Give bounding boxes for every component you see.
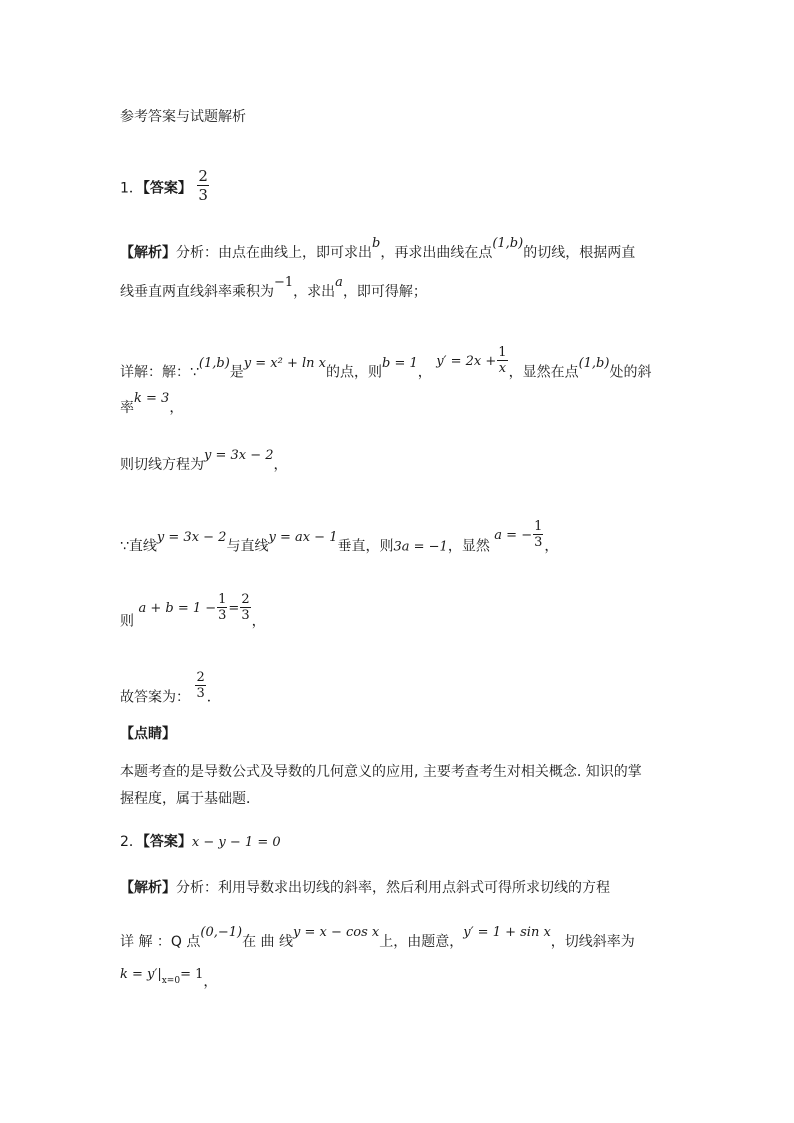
detail-text-a: 详解：解：∵ <box>120 364 199 381</box>
q2-detail-text-d: ，切线斜率为 <box>550 934 635 950</box>
detail-point: (1,b) <box>198 355 230 371</box>
perp-text-b: 与直线 <box>226 538 269 555</box>
q1-answer-num: 2 <box>198 167 208 185</box>
final-fraction <box>195 670 205 701</box>
curve-equation: y = x² + ln x <box>243 355 326 371</box>
q2-answer-equation: x − y − 1 = 0 <box>191 835 281 850</box>
q1-answer-fraction <box>197 167 209 204</box>
q2-answer <box>120 832 281 853</box>
commentary-tag: 【点睛】 <box>120 726 176 742</box>
sum-frac-1-den: 3 <box>218 608 227 623</box>
detail-point-2: (1,b) <box>578 355 610 371</box>
perp-text-c: 垂直，则 <box>337 538 394 555</box>
final-answer <box>120 670 221 713</box>
q1-analysis-line2 <box>120 275 427 303</box>
sum-expression <box>138 592 251 623</box>
detail-text-f: 处的斜 <box>609 364 652 381</box>
q1-analysis-text-a: 分析：由点在曲线上，即可求出 <box>176 245 372 261</box>
q2-number: 2． <box>120 834 143 850</box>
q1-answer-den: 3 <box>198 186 208 204</box>
q2-slope-sub: x=0 <box>161 976 181 986</box>
q2-analysis-tag: 【解析】 <box>120 880 176 896</box>
q2-detail-text-a: 详 解 ：Q 点 <box>120 934 201 950</box>
final-den: 3 <box>196 686 205 701</box>
derivative-lhs: y′ = 2x + <box>436 353 497 369</box>
sum-frac-1 <box>217 592 227 623</box>
three-a-eq: 3a = −1 <box>393 539 448 555</box>
detail-text-g: 率 <box>120 400 134 416</box>
a-value-den: 3 <box>534 535 543 550</box>
tangent-text: 则切线方程为 <box>120 457 204 473</box>
q1-analysis-tag: 【解析】 <box>120 245 176 261</box>
a-value-lhs: a = − <box>494 527 533 543</box>
tangent-line-eq <box>120 448 288 476</box>
detail-comma: ， <box>417 364 432 381</box>
sum-frac-1-num: 1 <box>218 592 227 607</box>
a-value-expression <box>494 519 544 550</box>
tangent-equation: y = 3x − 2 <box>204 448 274 463</box>
derivative-den: x <box>498 361 507 376</box>
a-value-num: 1 <box>534 519 543 534</box>
detail-text-b: 是 <box>229 364 244 381</box>
q2-slope-value: = 1 <box>180 967 204 982</box>
tangent-comma: ， <box>273 457 288 473</box>
derivative-fraction <box>497 345 507 376</box>
var-b: b <box>372 236 381 251</box>
sum-comma: ， <box>251 613 266 630</box>
page-heading: 参考答案与试题解析 <box>120 109 246 125</box>
q2-analysis <box>120 878 610 898</box>
q1-number: 1． <box>120 180 143 197</box>
q1-analysis-text-e: ，求出 <box>293 284 336 300</box>
final-text: 故答案为： <box>120 689 190 706</box>
q1-analysis-text-b: ，再求出曲线在点 <box>380 245 493 261</box>
q1-answer <box>120 167 210 207</box>
sum-frac-2-num: 2 <box>241 592 250 607</box>
q1-analysis-line1 <box>120 236 636 264</box>
line-2-equation: y = ax − 1 <box>268 529 338 545</box>
sum-frac-2-den: 3 <box>241 608 250 623</box>
k-equals-3: k = 3 <box>134 391 170 406</box>
q1-analysis-text-d: 线垂直两直线斜率乘积为 <box>120 284 274 300</box>
detail-text-c: 的点，则 <box>326 364 382 381</box>
q1-analysis-text-f: ，即可得解； <box>342 284 427 300</box>
q2-point: (0,−1) <box>200 925 243 940</box>
final-period: ． <box>206 689 221 706</box>
derivative-expression <box>436 345 508 376</box>
detail-text-e: ，显然在点 <box>508 364 579 381</box>
q2-detail-text-b: 在 曲 线 <box>242 934 293 950</box>
commentary-line1: 本题考查的是导数公式及导数的几何意义的应用, 主要考查考生对相关概念. 知识的掌 <box>120 764 642 780</box>
sum-frac-2 <box>240 592 250 623</box>
detail-comma-2: ， <box>169 400 184 416</box>
q2-derivative: y′ = 1 + sin x <box>463 925 551 940</box>
q2-detail-line2 <box>120 964 218 990</box>
q2-detail-line1 <box>120 925 635 953</box>
q2-slope-comma: ， <box>203 974 218 990</box>
perp-comma: ， <box>544 538 559 555</box>
sum-line <box>120 592 266 637</box>
q1-answer-tag: 【答案】 <box>142 180 192 197</box>
q1-detail-line1 <box>120 345 652 388</box>
b-equals-1: b = 1 <box>382 355 418 371</box>
commentary-line2: 握程度，属于基础题． <box>120 791 260 807</box>
perp-text-d: ，显然 <box>447 538 490 555</box>
sum-equals: = <box>228 600 240 616</box>
neg-one: −1 <box>274 275 294 290</box>
line-1-equation: y = 3x − 2 <box>156 529 227 545</box>
q2-answer-tag: 【答案】 <box>142 834 192 850</box>
a-value-fraction <box>533 519 543 550</box>
q1-analysis-text-c: 的切线，根据两直 <box>523 245 636 261</box>
sum-lhs: a + b = 1 − <box>138 600 217 616</box>
var-a: a <box>335 275 343 290</box>
point-1-b: (1,b) <box>492 236 524 251</box>
q2-detail-text-c: 上，由题意， <box>379 934 464 950</box>
perp-text-a: ∵直线 <box>120 538 157 555</box>
q2-slope-expr: k = y′| <box>120 967 162 982</box>
sum-text: 则 <box>120 613 134 630</box>
derivative-num: 1 <box>498 345 507 360</box>
final-num: 2 <box>196 670 205 685</box>
q1-detail-line2 <box>120 391 184 419</box>
q2-analysis-text: 分析：利用导数求出切线的斜率，然后利用点斜式可得所求切线的方程 <box>176 880 610 896</box>
perpendicular-line <box>120 519 559 562</box>
q2-curve: y = x − cos x <box>293 925 380 940</box>
